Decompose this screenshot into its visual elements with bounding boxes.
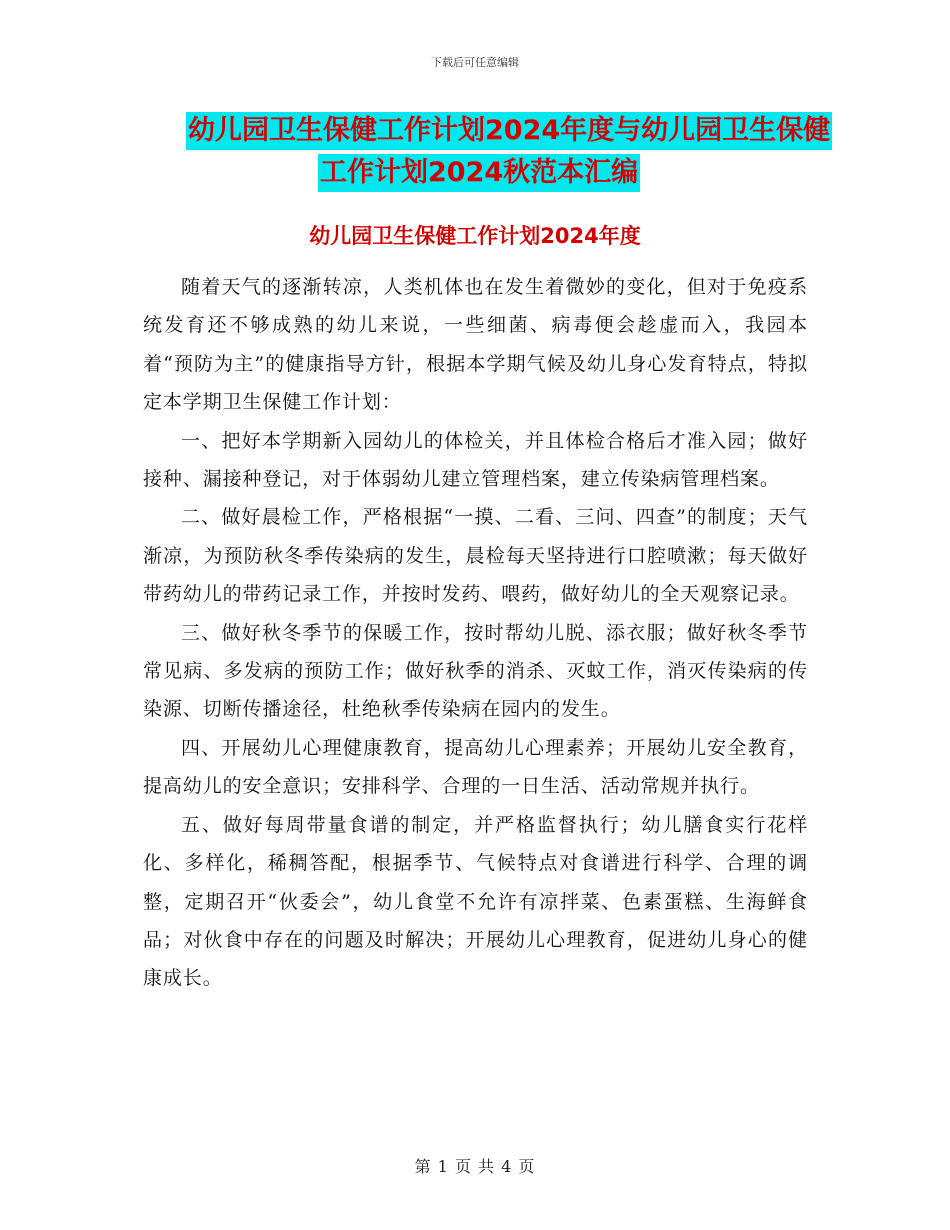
page-header-note: 下载后可任意编辑	[431, 56, 519, 69]
paragraph-item-4: 四、开展幼儿心理健康教育，提高幼儿心理素养；开展幼儿安全教育，提高幼儿的安全意识；安排科学、合理的一日生活、活动常规并执行。	[143, 736, 808, 798]
document-body	[143, 268, 808, 998]
document-title-line-1: 幼儿园卫生保健工作计划2024年度与幼儿园卫生保健	[186, 112, 832, 150]
section-title: 幼儿园卫生保健工作计划2024年度	[309, 224, 641, 248]
paragraph-intro: 随着天气的逐渐转凉，人类机体也在发生着微妙的变化，但对于免疫系统发育还不够成熟的幼儿来说，一些细菌、病毒便会趁虚而入，我园本着“预防为主”的健康指导方针，根据本学期气候及幼儿身心发育特点，特拟定本学期卫生保健工作计划：	[143, 276, 808, 414]
paragraph-item-2: 二、做好晨检工作，严格根据“一摸、二看、三问、四查”的制度；天气渐凉，为预防秋冬季传染病的发生，晨检每天坚持进行口腔喷漱；每天做好带药幼儿的带药记录工作，并按时发药、喂药，做好幼儿的全天观察记录。	[143, 506, 808, 606]
paragraph-item-5: 五、做好每周带量食谱的制定，并严格监督执行；幼儿膳食实行花样化、多样化，稀稠答配，根据季节、气候特点对食谱进行科学、合理的调整，定期召开“伙委会”，幼儿食堂不允许有凉拌菜、色素蛋糕、生海鲜食品；对伙食中存在的问题及时解决；开展幼儿心理教育，促进幼儿身心的健康成长。	[143, 813, 808, 990]
paragraph-item-1: 一、把好本学期新入园幼儿的体检关，并且体检合格后才准入园；做好接种、漏接种登记，对于体弱幼儿建立管理档案，建立传染病管理档案。	[143, 429, 808, 491]
page-number-footer: 第 1 页 共 4 页	[414, 1157, 536, 1176]
paragraph-item-3: 三、做好秋冬季节的保暖工作，按时帮幼儿脱、添衣服；做好秋冬季节常见病、多发病的预防工作；做好秋季的消杀、灭蚊工作，消灭传染病的传染源、切断传播途径，杜绝秋季传染病在园内的发生。	[143, 621, 808, 721]
document-title-line-2: 工作计划2024秋范本汇编	[318, 154, 640, 192]
